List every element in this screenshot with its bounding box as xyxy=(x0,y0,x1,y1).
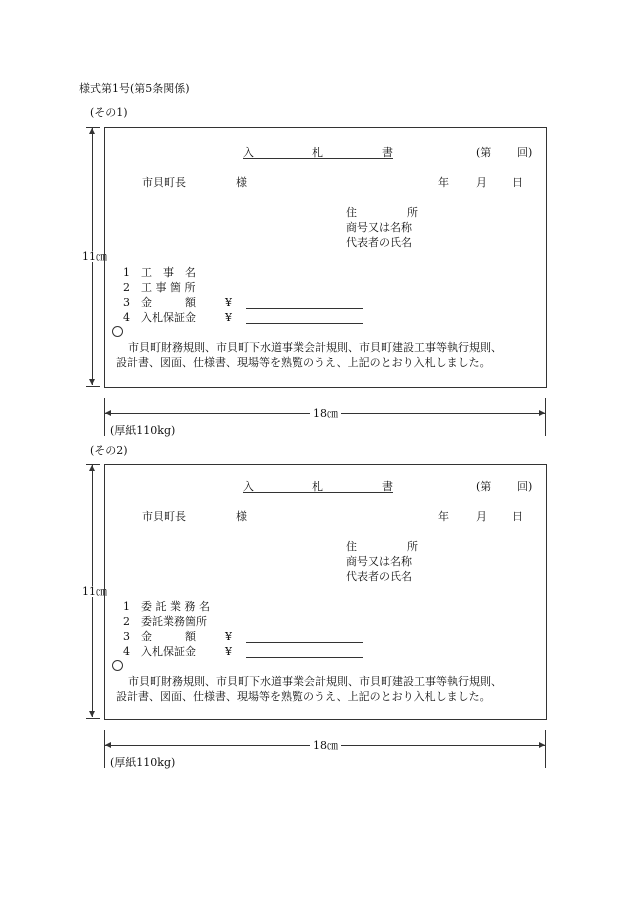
seal-circle-icon xyxy=(112,660,123,673)
number-left: (第 xyxy=(476,480,492,493)
bidder-company: 商号又は名称 xyxy=(346,555,412,568)
paper-note: (厚紙110kg) xyxy=(110,756,176,769)
honorific: 様 xyxy=(236,510,247,523)
arrow-right-icon xyxy=(539,410,545,416)
dim-tick-right xyxy=(545,398,546,436)
dim-tick-left xyxy=(104,730,105,768)
part-label: (その1) xyxy=(90,106,128,119)
number-right: 回) xyxy=(517,480,533,493)
dim-tick-right xyxy=(545,730,546,768)
item-3-yen: ¥ xyxy=(225,630,232,643)
arrow-up-icon xyxy=(89,128,95,134)
title-char-2: 札 xyxy=(312,480,323,493)
item-4-num: 4 xyxy=(123,311,130,324)
height-label: 11㎝ xyxy=(79,251,110,262)
bidder-address-2: 所 xyxy=(407,540,418,553)
form-header: 様式第1号(第5条関係) xyxy=(79,82,190,95)
item-2-num: 2 xyxy=(123,615,130,628)
item-4-yen: ¥ xyxy=(225,645,232,658)
item-4-label: 入札保証金 xyxy=(141,645,196,658)
honorific: 様 xyxy=(236,176,247,189)
date-day: 日 xyxy=(512,510,523,523)
item-4-num: 4 xyxy=(123,645,130,658)
bidder-address-1: 住 xyxy=(346,540,357,553)
item-2-label: 委託業務箇所 xyxy=(141,615,207,628)
item-3-label: 金 額 xyxy=(141,630,196,643)
bidder-address-1: 住 xyxy=(346,206,357,219)
item-3-num: 3 xyxy=(123,630,130,643)
date-day: 日 xyxy=(512,176,523,189)
item-1-label: 工 事 名 xyxy=(141,266,196,279)
title-char-3: 書 xyxy=(382,146,393,159)
date-month: 月 xyxy=(476,176,487,189)
date-year: 年 xyxy=(438,176,449,189)
title-char-3: 書 xyxy=(382,480,393,493)
bidder-address-2: 所 xyxy=(407,206,418,219)
title-char-1: 入 xyxy=(243,480,254,493)
item-3-label: 金 額 xyxy=(141,296,196,309)
dim-tick-left xyxy=(104,398,105,436)
item-3-yen: ¥ xyxy=(225,296,232,309)
part-label: (その2) xyxy=(90,444,128,457)
statement-line-1: 市貝町財務規則、市貝町下水道事業会計規則、市貝町建設工事等執行規則、 xyxy=(128,341,502,354)
item-4-label: 入札保証金 xyxy=(141,311,196,324)
width-label: 18㎝ xyxy=(310,408,341,419)
dim-tick-bottom xyxy=(86,718,100,719)
amount-underline xyxy=(246,308,363,309)
addressee: 市貝町長 xyxy=(142,510,186,523)
statement-line-1: 市貝町財務規則、市貝町下水道事業会計規則、市貝町建設工事等執行規則、 xyxy=(128,675,502,688)
item-3-num: 3 xyxy=(123,296,130,309)
title-char-1: 入 xyxy=(243,146,254,159)
bidder-representative: 代表者の氏名 xyxy=(346,236,412,249)
date-year: 年 xyxy=(438,510,449,523)
arrow-up-icon xyxy=(89,465,95,471)
dim-tick-bottom xyxy=(86,386,100,387)
item-1-label: 委 託 業 務 名 xyxy=(141,600,210,613)
amount-underline xyxy=(246,642,363,643)
item-4-yen: ¥ xyxy=(225,311,232,324)
arrow-down-icon xyxy=(89,379,95,385)
number-left: (第 xyxy=(476,146,492,159)
date-month: 月 xyxy=(476,510,487,523)
statement-line-2: 設計書、図面、仕様書、現場等を熟覧のうえ、上記のとおり入札しました。 xyxy=(116,356,491,369)
item-2-num: 2 xyxy=(123,281,130,294)
height-label: 11㎝ xyxy=(79,586,110,597)
bidder-company: 商号又は名称 xyxy=(346,221,412,234)
arrow-down-icon xyxy=(89,711,95,717)
bidder-representative: 代表者の氏名 xyxy=(346,570,412,583)
addressee: 市貝町長 xyxy=(142,176,186,189)
item-1-num: 1 xyxy=(123,600,130,613)
item-1-num: 1 xyxy=(123,266,130,279)
title-char-2: 札 xyxy=(312,146,323,159)
deposit-underline xyxy=(246,323,363,324)
seal-circle-icon xyxy=(112,326,123,339)
item-2-label: 工 事 箇 所 xyxy=(141,281,196,294)
number-right: 回) xyxy=(517,146,533,159)
deposit-underline xyxy=(246,657,363,658)
width-label: 18㎝ xyxy=(310,740,341,751)
arrow-left-icon xyxy=(105,410,111,416)
arrow-right-icon xyxy=(539,742,545,748)
paper-note: (厚紙110kg) xyxy=(110,424,176,437)
statement-line-2: 設計書、図面、仕様書、現場等を熟覧のうえ、上記のとおり入札しました。 xyxy=(116,690,491,703)
arrow-left-icon xyxy=(105,742,111,748)
